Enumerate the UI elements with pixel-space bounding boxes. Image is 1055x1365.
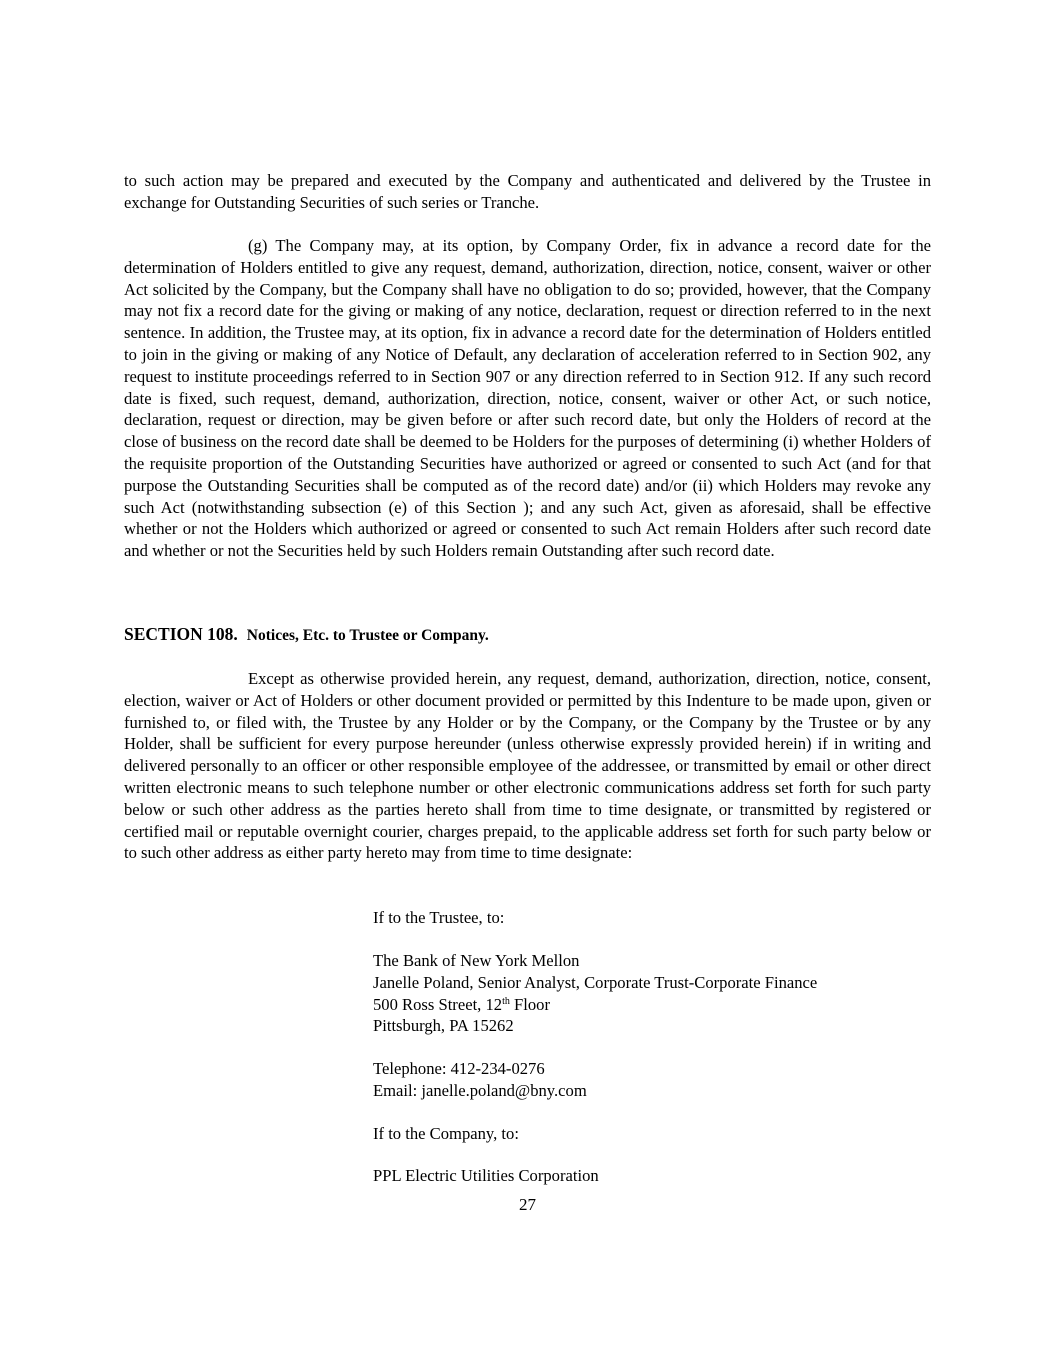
trustee-contact-block [373, 1058, 933, 1102]
section-number: SECTION 108. [124, 624, 238, 644]
trustee-city: Pittsburgh, PA 15262 [373, 1016, 514, 1036]
section-title: Notices, Etc. to Trustee or Company. [246, 627, 489, 644]
page-number: 27 [519, 1195, 536, 1214]
trustee-intro: If to the Trustee, to: [373, 908, 505, 927]
trustee-email: Email: janelle.poland@bny.com [373, 1080, 587, 1100]
trustee-address-block [373, 950, 933, 1037]
trustee-street-ordinal: th [502, 995, 510, 1007]
paragraph-g: (g) The Company may, at its option, by Company Order, fix in advance a record date for the determination of Holders entitled to give any request, demand, authorization, direction, notice, consent, waiver or other Act solicited by the Company, but the Company shall have no obligation to do so; provided, however, that the Company may not fix a record date for the giving or making of any notice, declaration, request or direction referred to in the next sentence. In addition, the Trustee may, at its option, fix in advance a record date for the determination of Holders entitled to join in the giving or making of any Notice of Default, any declaration of acceleration referred to in Section 902, any request to institute proceedings referred to in Section 907 or any direction referred to in Section 912. If any such record date is fixed, such request, demand, authorization, direction, notice, consent, waiver or other Act, or such notice, declaration, request or direction, may be given before or after such record date, but only the Holders of record at the close of business on the record date shall be deemed to be Holders for the purposes of determining (i) whether Holders of the requisite proportion of the Outstanding Securities have authorized or agreed or consented to such Act (and for that purpose the Outstanding Securities shall be computed as of the record date) and/or (ii) which Holders may revoke any such Act (notwithstanding subsection (e) of this Section ); and any such Act, given as aforesaid, shall be effective whether or not the Holders which authorized or agreed or consented to such Act remain Holders after such record date and whether or not the Securities held by such Holders remain Outstanding after such record date. [124, 236, 931, 561]
continuation-paragraph: to such action may be prepared and executed by the Company and authenticated and delivered by the Trustee in exchange for Outstanding Securities of such series or Tranche. [124, 171, 931, 212]
section-108-paragraph: Except as otherwise provided herein, any request, demand, authorization, direction, notice, consent, election, waiver or Act of Holders or other document provided or permitted by this Indenture to be made upon, given or furnished to, or filed with, the Trustee by any Holder or by the Company, or the Company by the Trustee or by any Holder, shall be sufficient for every purpose hereunder (unless otherwise expressly provided herein) if in writing and delivered personally to an officer or other responsible employee of the addressee, or transmitted by email or other direct written electronic means to such telephone number or other electronic communications address set forth for such party below or such other address as the parties hereto shall from time to time designate, or transmitted by registered or certified mail or reputable overnight courier, charges prepaid, to the applicable address set forth for such party below or to such other address as either party hereto may from time to time designate: [124, 669, 931, 863]
trustee-telephone: Telephone: 412-234-0276 [373, 1059, 545, 1078]
company-intro: If to the Company, to: [373, 1124, 519, 1143]
trustee-attention: Janelle Poland, Senior Analyst, Corporate Trust-Corporate Finance [373, 972, 818, 992]
company-name: PPL Electric Utilities Corporation [373, 1166, 599, 1185]
trustee-street [373, 994, 933, 1016]
trustee-street-prefix: 500 Ross Street, 12 [373, 994, 503, 1014]
trustee-name: The Bank of New York Mellon [373, 951, 580, 970]
section-heading [124, 624, 931, 645]
trustee-street-suffix: Floor [509, 994, 550, 1014]
